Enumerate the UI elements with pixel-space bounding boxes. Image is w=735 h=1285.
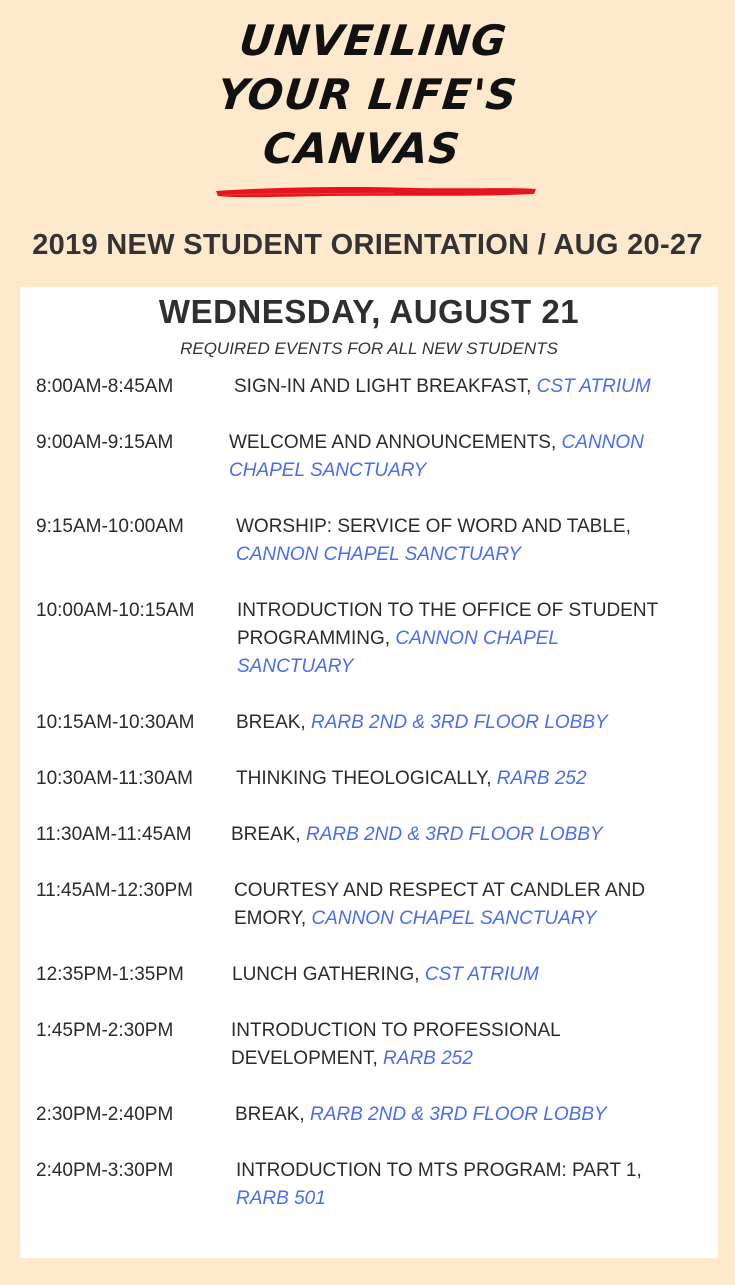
event-location: CANNON CHAPEL SANCTUARY: [236, 544, 522, 565]
event-title: BREAK,: [231, 824, 306, 845]
event-location: CST ATRIUM: [424, 964, 539, 985]
event-description: [236, 709, 676, 737]
event-location: RARB 252: [496, 768, 587, 789]
event-description: [231, 821, 671, 849]
title-line: YOUR LIFE'S: [215, 70, 520, 119]
event-location: CST ATRIUM: [536, 376, 651, 397]
event-description: [237, 597, 677, 681]
event-time: 12:35PM-1:35PM: [36, 964, 184, 985]
event-description: [236, 765, 676, 793]
event-location: RARB 2ND & 3RD FLOOR LOBBY: [305, 824, 603, 845]
event-description: [236, 513, 676, 569]
event-title: INTRODUCTION TO MTS PROGRAM: PART 1,: [236, 1160, 642, 1181]
event-time: 2:40PM-3:30PM: [36, 1160, 174, 1181]
required-note: REQUIRED EVENTS FOR ALL NEW STUDENTS: [180, 339, 558, 358]
event-description: [236, 1157, 676, 1213]
event-title: BREAK,: [236, 712, 311, 733]
event-description: [231, 1017, 631, 1073]
schedule-card: [20, 287, 718, 1258]
event-title: INTRODUCTION TO PROFESSIONAL DEVELOPMENT,: [231, 1020, 561, 1069]
day-heading: WEDNESDAY, AUGUST 21: [158, 293, 580, 330]
event-title: INTRODUCTION TO THE OFFICE OF STUDENT PROGRAMMING,: [237, 600, 658, 649]
event-time: 9:15AM-10:00AM: [36, 516, 184, 537]
event-location: CANNON CHAPEL SANCTUARY: [237, 628, 559, 677]
event-time: 10:15AM-10:30AM: [36, 712, 195, 733]
event-time: 9:00AM-9:15AM: [36, 432, 174, 453]
event-time: 1:45PM-2:30PM: [36, 1020, 174, 1041]
event-location: RARB 252: [383, 1048, 473, 1069]
event-location: CANNON CHAPEL SANCTUARY: [311, 908, 597, 929]
poster-title: [0, 14, 735, 176]
event-time: 2:30PM-2:40PM: [36, 1104, 174, 1125]
event-description: [234, 373, 704, 401]
event-title: SIGN-IN AND LIGHT BREAKFAST,: [234, 376, 537, 397]
event-time: 8:00AM-8:45AM: [36, 376, 174, 397]
event-time: 11:45AM-12:30PM: [36, 880, 194, 901]
event-title: BREAK,: [235, 1104, 310, 1125]
event-title: COURTESY AND RESPECT AT CANDLER AND EMORY,: [234, 880, 646, 929]
event-title: LUNCH GATHERING,: [232, 964, 425, 985]
event-time: 10:00AM-10:15AM: [36, 600, 195, 621]
event-title: WORSHIP: SERVICE OF WORD AND TABLE,: [236, 516, 631, 537]
event-description: [229, 429, 669, 485]
title-line: UNVEILING: [237, 16, 510, 65]
event-description: [234, 877, 674, 933]
event-title: WELCOME AND ANNOUNCEMENTS,: [229, 432, 562, 453]
event-location: RARB 2ND & 3RD FLOOR LOBBY: [309, 1104, 607, 1125]
event-time: 11:30AM-11:45AM: [36, 824, 192, 845]
brush-stroke-underline: [214, 184, 538, 200]
event-description: [232, 961, 672, 989]
event-description: [235, 1101, 675, 1129]
event-location: RARB 501: [236, 1188, 326, 1209]
title-line: CANVAS: [260, 124, 463, 173]
event-time: 10:30AM-11:30AM: [36, 768, 194, 789]
event-location: RARB 2ND & 3RD FLOOR LOBBY: [310, 712, 608, 733]
event-location: CANNON CHAPEL SANCTUARY: [229, 432, 644, 481]
subtitle: 2019 NEW STUDENT ORIENTATION / AUG 20-27: [32, 229, 703, 261]
event-title: THINKING THEOLOGICALLY,: [236, 768, 497, 789]
